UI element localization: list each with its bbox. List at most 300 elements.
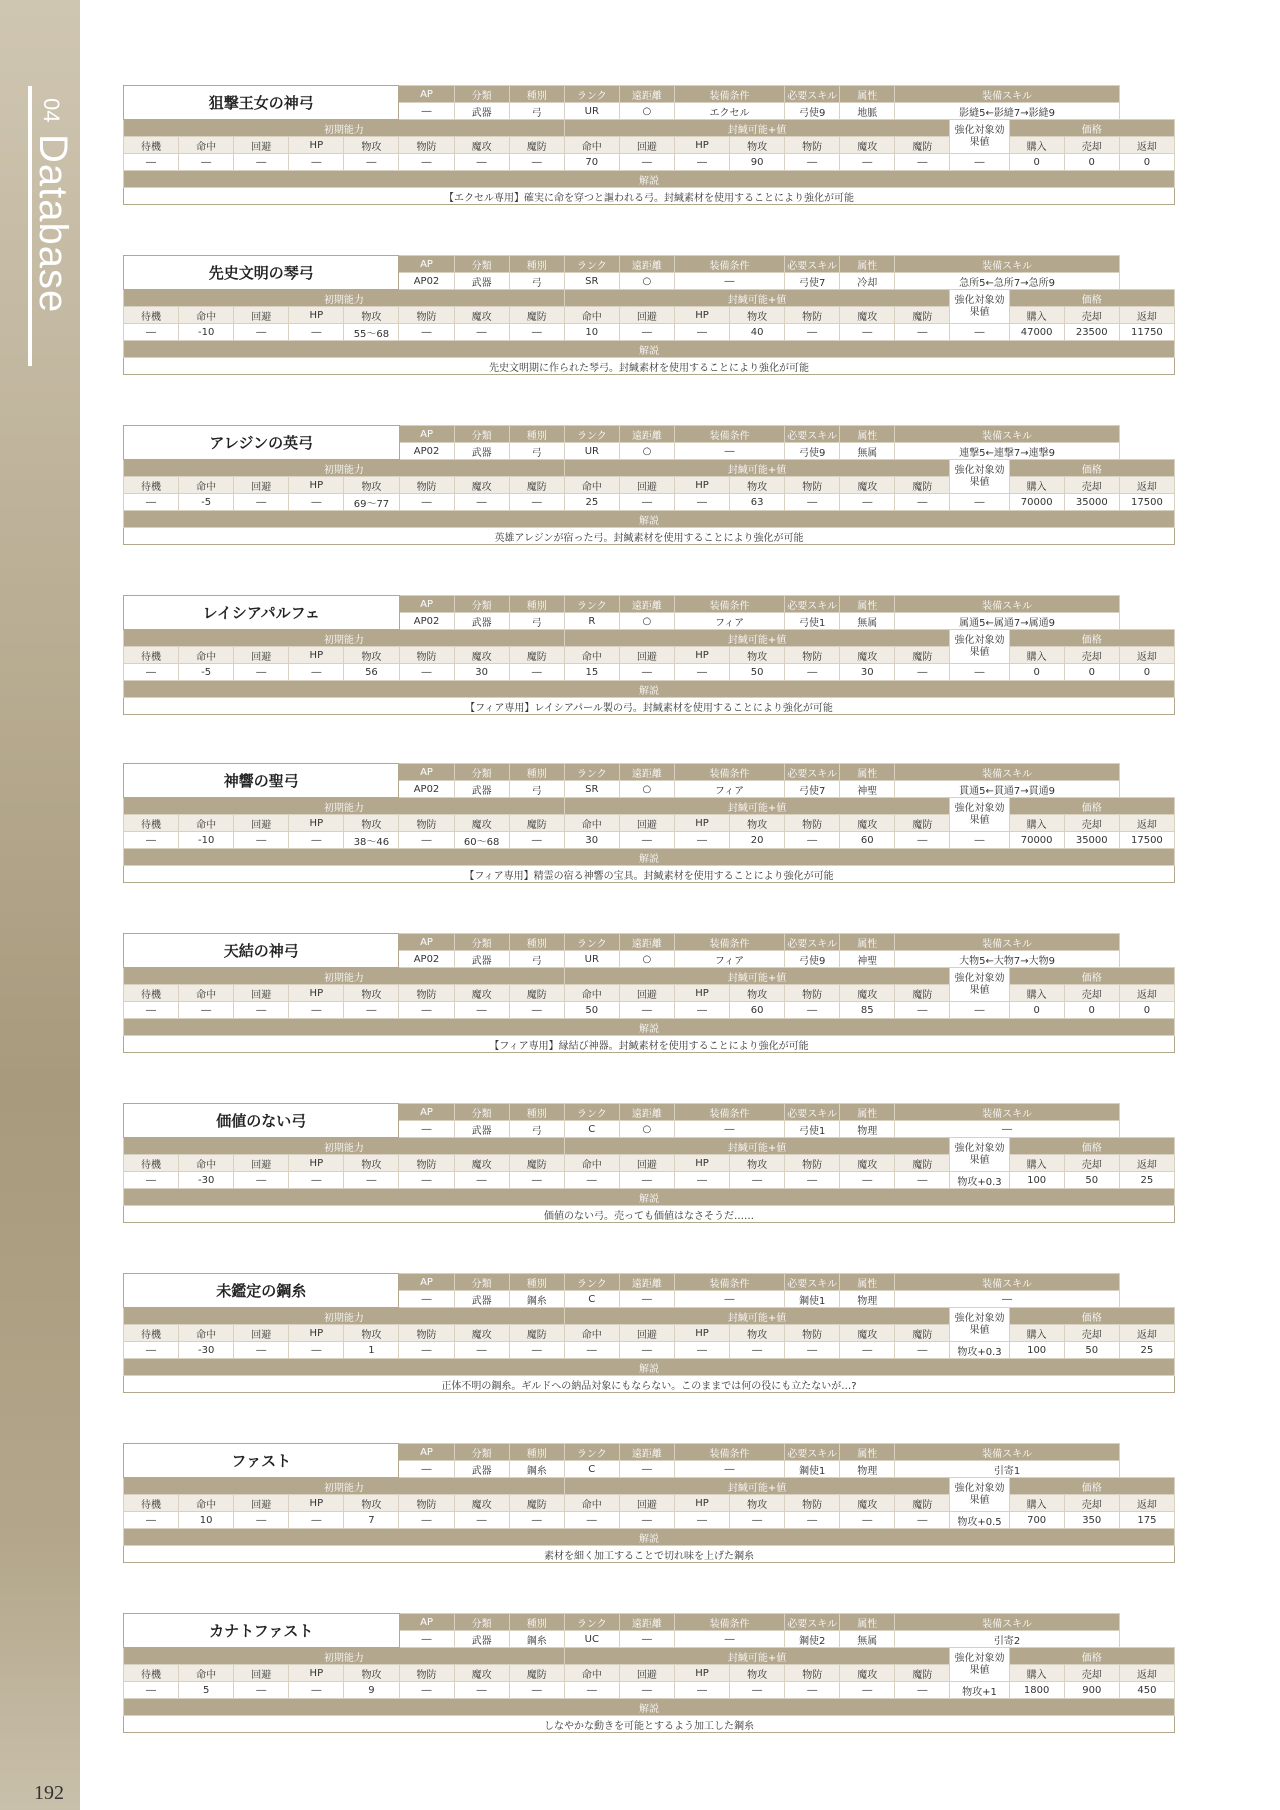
price-value: 23500 [1064, 324, 1119, 341]
stat-label: 回避 [234, 985, 289, 1002]
initial-stat-value: ― [289, 1172, 344, 1189]
seal-stat-value: ― [895, 324, 950, 341]
seal-stat-label: 物攻 [730, 477, 785, 494]
stat-label: HP [289, 1495, 344, 1512]
seal-stat-label: HP [674, 1325, 729, 1342]
stat-label: 命中 [179, 985, 234, 1002]
seal-stat-value: ― [619, 1512, 674, 1529]
seal-stat-value: ― [619, 1002, 674, 1019]
seal-stat-label: 魔防 [895, 477, 950, 494]
price-label: 購入 [1009, 815, 1064, 832]
seal-stat-value: ― [674, 1172, 729, 1189]
price-header: 価格 [1009, 1308, 1174, 1325]
required-skill-value: 弓使7 [785, 273, 840, 290]
stat-label: 物防 [399, 985, 454, 1002]
equip-condition-value: ― [674, 1461, 784, 1478]
initial-stat-value: ― [399, 1512, 454, 1529]
item-table [123, 1443, 1175, 1563]
seal-stat-label: 物攻 [730, 137, 785, 154]
equip-skill-value: 貫通5←貫通7→貫通9 [895, 781, 1119, 798]
type-value: 鋼糸 [509, 1461, 564, 1478]
seal-stat-value: 50 [564, 1002, 619, 1019]
description-text: 価値のない弓。売っても価値はなさそうだ…… [124, 1206, 1175, 1223]
initial-stat-value: ― [289, 324, 344, 341]
description-text: 【フィア専用】精霊の宿る神響の宝具。封緘素材を使用することにより強化が可能 [124, 866, 1175, 883]
rank-header: ランク [564, 1104, 619, 1121]
ap-value: AP02 [399, 781, 454, 798]
seal-stat-value: ― [674, 494, 729, 511]
item-entry [123, 595, 1175, 723]
initial-stat-value: ― [509, 1512, 564, 1529]
initial-stat-value: ― [509, 154, 564, 171]
enhance-value: ― [950, 324, 1009, 341]
seal-stat-value: ― [564, 1172, 619, 1189]
seal-stat-label: 命中 [564, 477, 619, 494]
price-value: 0 [1009, 154, 1064, 171]
price-value: 700 [1009, 1512, 1064, 1529]
seal-stat-label: 物防 [785, 647, 840, 664]
equip-condition-value: フィア [674, 951, 784, 968]
enhance-header: 強化対象効果値 [950, 1478, 1009, 1512]
description-text: 先史文明期に作られた琴弓。封緘素材を使用することにより強化が可能 [124, 358, 1175, 375]
attribute-header: 属性 [840, 256, 895, 273]
initial-stat-value: ― [179, 154, 234, 171]
seal-stat-value: ― [895, 1172, 950, 1189]
initial-stat-value: ― [124, 1682, 179, 1699]
item-entry [123, 1443, 1175, 1571]
initial-stat-value: ― [234, 1682, 289, 1699]
seal-stat-value: ― [840, 324, 895, 341]
seal-stat-label: 魔攻 [840, 647, 895, 664]
price-value: 35000 [1064, 494, 1119, 511]
seal-stat-label: 命中 [564, 137, 619, 154]
description-header: 解説 [124, 1189, 1175, 1206]
item-name: 狙撃王女の神弓 [124, 86, 399, 120]
stat-label: 待機 [124, 985, 179, 1002]
initial-stat-value: ― [179, 1002, 234, 1019]
equip-skill-header: 装備スキル [895, 596, 1119, 613]
price-value: 11750 [1119, 324, 1174, 341]
type-value: 弓 [509, 1121, 564, 1138]
initial-stat-value: 69～77 [344, 494, 399, 511]
type-value: 鋼糸 [509, 1631, 564, 1648]
ap-header: AP [399, 1274, 454, 1291]
seal-stat-label: 魔攻 [840, 1155, 895, 1172]
initial-stats-header: 初期能力 [124, 460, 565, 477]
stat-label: 命中 [179, 137, 234, 154]
required-skill-header: 必要スキル [785, 1104, 840, 1121]
stat-label: 回避 [234, 647, 289, 664]
seal-stat-value: ― [840, 494, 895, 511]
initial-stat-value: ― [289, 1512, 344, 1529]
stat-label: 回避 [234, 477, 289, 494]
item-table [123, 933, 1175, 1053]
ranged-value: ○ [619, 951, 674, 968]
seal-stat-value: ― [619, 832, 674, 849]
enhance-value: ― [950, 154, 1009, 171]
seal-stat-value: ― [619, 664, 674, 681]
rank-header: ランク [564, 1444, 619, 1461]
enhance-header: 強化対象効果値 [950, 460, 1009, 494]
seal-stat-value: ― [895, 664, 950, 681]
initial-stat-value: 56 [344, 664, 399, 681]
seal-stat-value: 30 [840, 664, 895, 681]
equip-skill-value: 引寄2 [895, 1631, 1119, 1648]
description-header: 解説 [124, 171, 1175, 188]
rank-value: SR [564, 273, 619, 290]
ap-header: AP [399, 1614, 454, 1631]
ranged-value: ○ [619, 613, 674, 630]
price-header: 価格 [1009, 120, 1174, 137]
seal-stat-value: ― [564, 1342, 619, 1359]
item-table [123, 425, 1175, 545]
seal-stat-label: 魔防 [895, 647, 950, 664]
seal-stat-label: 回避 [619, 307, 674, 324]
stat-label: 魔防 [509, 1155, 564, 1172]
price-value: 350 [1064, 1512, 1119, 1529]
description-header: 解説 [124, 511, 1175, 528]
initial-stat-value: ― [454, 494, 509, 511]
seal-stat-value: 30 [564, 832, 619, 849]
stat-label: 物防 [399, 137, 454, 154]
required-skill-value: 弓使9 [785, 443, 840, 460]
seal-stat-value: ― [674, 1682, 729, 1699]
initial-stats-header: 初期能力 [124, 798, 565, 815]
initial-stat-value: ― [289, 1002, 344, 1019]
rank-value: UR [564, 103, 619, 120]
price-value: 25 [1119, 1172, 1174, 1189]
initial-stat-value: 7 [344, 1512, 399, 1529]
initial-stat-value: ― [454, 324, 509, 341]
rank-value: UR [564, 951, 619, 968]
description-header: 解説 [124, 341, 1175, 358]
type-header: 種別 [509, 1274, 564, 1291]
ap-header: AP [399, 1444, 454, 1461]
ranged-header: 遠距離 [619, 1444, 674, 1461]
equip-condition-value: ― [674, 1291, 784, 1308]
equip-skill-header: 装備スキル [895, 1274, 1119, 1291]
ranged-value: ― [619, 1291, 674, 1308]
price-label: 売却 [1064, 137, 1119, 154]
rank-header: ランク [564, 86, 619, 103]
seal-stat-label: 魔攻 [840, 307, 895, 324]
type-header: 種別 [509, 934, 564, 951]
item-entry [123, 933, 1175, 1061]
enhance-header: 強化対象効果値 [950, 1648, 1009, 1682]
equip-condition-header: 装備条件 [674, 596, 784, 613]
enhance-header: 強化対象効果値 [950, 1308, 1009, 1342]
section-title: Database [31, 134, 75, 314]
ap-header: AP [399, 86, 454, 103]
equip-skill-header: 装備スキル [895, 934, 1119, 951]
stat-label: HP [289, 647, 344, 664]
stat-label: 物攻 [344, 477, 399, 494]
initial-stat-value: ― [124, 664, 179, 681]
seal-stat-value: 50 [730, 664, 785, 681]
seal-stat-label: 物攻 [730, 1155, 785, 1172]
rank-value: C [564, 1121, 619, 1138]
seal-stat-label: 回避 [619, 1325, 674, 1342]
equip-condition-header: 装備条件 [674, 1444, 784, 1461]
ranged-value: ○ [619, 273, 674, 290]
seal-stat-label: 命中 [564, 1495, 619, 1512]
seal-stat-label: HP [674, 1665, 729, 1682]
seal-stat-label: 魔攻 [840, 477, 895, 494]
category-value: 武器 [454, 273, 509, 290]
initial-stat-value: ― [399, 1682, 454, 1699]
required-skill-value: 弓使9 [785, 103, 840, 120]
price-label: 返却 [1119, 307, 1174, 324]
category-value: 武器 [454, 443, 509, 460]
ap-value: AP02 [399, 951, 454, 968]
seal-stat-value: ― [619, 1172, 674, 1189]
initial-stat-value: ― [509, 324, 564, 341]
attribute-value: 物理 [840, 1291, 895, 1308]
stat-label: 魔攻 [454, 1155, 509, 1172]
stat-label: 物防 [399, 1495, 454, 1512]
stat-label: 魔防 [509, 307, 564, 324]
seal-stat-label: 命中 [564, 1155, 619, 1172]
item-table [123, 595, 1175, 715]
ranged-value: ― [619, 1631, 674, 1648]
seal-stat-label: 命中 [564, 307, 619, 324]
stat-label: 魔防 [509, 477, 564, 494]
stat-label: 魔攻 [454, 815, 509, 832]
item-entry [123, 255, 1175, 383]
seal-stat-value: 25 [564, 494, 619, 511]
seal-stat-value: ― [730, 1512, 785, 1529]
seal-stat-label: HP [674, 137, 729, 154]
type-value: 弓 [509, 273, 564, 290]
attribute-header: 属性 [840, 934, 895, 951]
stat-label: 待機 [124, 1155, 179, 1172]
stat-label: 魔防 [509, 985, 564, 1002]
item-table [123, 763, 1175, 883]
ap-header: AP [399, 934, 454, 951]
stat-label: 魔攻 [454, 307, 509, 324]
stat-label: HP [289, 985, 344, 1002]
required-skill-value: 鋼使1 [785, 1461, 840, 1478]
rank-value: R [564, 613, 619, 630]
ap-value: AP02 [399, 273, 454, 290]
sealable-header: 封緘可能+値 [564, 1648, 950, 1665]
seal-stat-label: 物攻 [730, 1495, 785, 1512]
seal-stat-label: HP [674, 985, 729, 1002]
enhance-header: 強化対象効果値 [950, 120, 1009, 154]
initial-stat-value: ― [344, 1002, 399, 1019]
initial-stat-value: ― [289, 1342, 344, 1359]
initial-stat-value: ― [234, 1342, 289, 1359]
stat-label: 魔攻 [454, 1325, 509, 1342]
stat-label: HP [289, 1155, 344, 1172]
seal-stat-label: 物攻 [730, 1325, 785, 1342]
rank-value: C [564, 1461, 619, 1478]
initial-stat-value: ― [399, 1342, 454, 1359]
seal-stat-value: ― [674, 832, 729, 849]
category-header: 分類 [454, 1444, 509, 1461]
seal-stat-label: 物防 [785, 985, 840, 1002]
sealable-header: 封緘可能+値 [564, 290, 950, 307]
ranged-value: ○ [619, 103, 674, 120]
initial-stat-value: ― [234, 1172, 289, 1189]
price-label: 購入 [1009, 1155, 1064, 1172]
seal-stat-label: HP [674, 1155, 729, 1172]
attribute-value: 神聖 [840, 781, 895, 798]
item-table [123, 85, 1175, 205]
equip-skill-header: 装備スキル [895, 86, 1119, 103]
seal-stat-label: 魔防 [895, 1665, 950, 1682]
initial-stat-value: ― [124, 832, 179, 849]
seal-stat-label: HP [674, 815, 729, 832]
seal-stat-label: 回避 [619, 1155, 674, 1172]
stat-label: 魔攻 [454, 1495, 509, 1512]
seal-stat-value: 10 [564, 324, 619, 341]
seal-stat-label: HP [674, 477, 729, 494]
seal-stat-label: 回避 [619, 1665, 674, 1682]
sealable-header: 封緘可能+値 [564, 630, 950, 647]
stat-label: 命中 [179, 1495, 234, 1512]
seal-stat-label: HP [674, 647, 729, 664]
sealable-header: 封緘可能+値 [564, 120, 950, 137]
seal-stat-value: ― [895, 832, 950, 849]
stat-label: 回避 [234, 1665, 289, 1682]
seal-stat-value: 63 [730, 494, 785, 511]
equip-condition-header: 装備条件 [674, 1104, 784, 1121]
attribute-value: 地脈 [840, 103, 895, 120]
seal-stat-label: 魔防 [895, 1495, 950, 1512]
initial-stat-value: ― [124, 1002, 179, 1019]
initial-stat-value: ― [454, 154, 509, 171]
price-value: 0 [1119, 664, 1174, 681]
page-number: 192 [34, 1782, 64, 1804]
price-label: 返却 [1119, 137, 1174, 154]
required-skill-header: 必要スキル [785, 596, 840, 613]
price-value: 50 [1064, 1172, 1119, 1189]
equip-condition-value: ― [674, 1631, 784, 1648]
equip-condition-header: 装備条件 [674, 1274, 784, 1291]
initial-stat-value: ― [509, 1682, 564, 1699]
attribute-value: 物理 [840, 1121, 895, 1138]
item-table [123, 1613, 1175, 1733]
attribute-value: 神聖 [840, 951, 895, 968]
rank-header: ランク [564, 1274, 619, 1291]
rank-value: SR [564, 781, 619, 798]
type-header: 種別 [509, 426, 564, 443]
ap-value: AP02 [399, 613, 454, 630]
initial-stat-value: ― [509, 494, 564, 511]
seal-stat-value: ― [564, 1512, 619, 1529]
stat-label: HP [289, 1325, 344, 1342]
enhance-header: 強化対象効果値 [950, 968, 1009, 1002]
initial-stat-value: ― [344, 154, 399, 171]
category-value: 武器 [454, 1121, 509, 1138]
seal-stat-value: ― [840, 1342, 895, 1359]
initial-stat-value: ― [344, 1172, 399, 1189]
initial-stat-value: ― [399, 1002, 454, 1019]
stat-label: HP [289, 137, 344, 154]
section-number: 04 [39, 98, 64, 123]
initial-stat-value: 1 [344, 1342, 399, 1359]
category-value: 武器 [454, 1461, 509, 1478]
required-skill-value: 鋼使2 [785, 1631, 840, 1648]
seal-stat-label: 物防 [785, 1495, 840, 1512]
required-skill-value: 鋼使1 [785, 1291, 840, 1308]
price-label: 売却 [1064, 985, 1119, 1002]
price-value: 0 [1119, 154, 1174, 171]
seal-stat-value: ― [619, 154, 674, 171]
stat-label: HP [289, 477, 344, 494]
stat-label: 命中 [179, 307, 234, 324]
attribute-header: 属性 [840, 1274, 895, 1291]
price-label: 返却 [1119, 1325, 1174, 1342]
equip-condition-value: フィア [674, 781, 784, 798]
initial-stat-value: 10 [179, 1512, 234, 1529]
seal-stat-label: 回避 [619, 815, 674, 832]
price-value: 25 [1119, 1342, 1174, 1359]
ap-value: ― [399, 1461, 454, 1478]
price-header: 価格 [1009, 290, 1174, 307]
seal-stat-value: ― [674, 664, 729, 681]
equip-condition-value: ― [674, 1121, 784, 1138]
initial-stat-value: ― [234, 832, 289, 849]
sealable-header: 封緘可能+値 [564, 1478, 950, 1495]
ap-value: ― [399, 1291, 454, 1308]
initial-stats-header: 初期能力 [124, 120, 565, 137]
equip-skill-header: 装備スキル [895, 1614, 1119, 1631]
equip-skill-header: 装備スキル [895, 764, 1119, 781]
equip-skill-value: 引寄1 [895, 1461, 1119, 1478]
seal-stat-label: 物防 [785, 1155, 840, 1172]
ranged-header: 遠距離 [619, 764, 674, 781]
seal-stat-value: ― [619, 1682, 674, 1699]
attribute-header: 属性 [840, 1104, 895, 1121]
initial-stat-value: 30 [454, 664, 509, 681]
type-header: 種別 [509, 764, 564, 781]
ranged-value: ○ [619, 781, 674, 798]
seal-stat-label: 物防 [785, 307, 840, 324]
seal-stat-value: ― [674, 1342, 729, 1359]
stat-label: 物攻 [344, 137, 399, 154]
stat-label: 命中 [179, 1665, 234, 1682]
initial-stat-value: ― [124, 154, 179, 171]
stat-label: 物攻 [344, 985, 399, 1002]
stat-label: 命中 [179, 1155, 234, 1172]
ranged-header: 遠距離 [619, 1614, 674, 1631]
type-value: 鋼糸 [509, 1291, 564, 1308]
initial-stat-value: -10 [179, 324, 234, 341]
seal-stat-label: 命中 [564, 815, 619, 832]
seal-stat-value: ― [785, 664, 840, 681]
seal-stat-label: HP [674, 1495, 729, 1512]
initial-stat-value: ― [124, 324, 179, 341]
item-name: 価値のない弓 [124, 1104, 399, 1138]
category-header: 分類 [454, 1104, 509, 1121]
attribute-value: 無属 [840, 613, 895, 630]
stat-label: 物攻 [344, 1325, 399, 1342]
initial-stat-value: ― [234, 1512, 289, 1529]
stat-label: 待機 [124, 307, 179, 324]
price-label: 売却 [1064, 647, 1119, 664]
category-header: 分類 [454, 1274, 509, 1291]
stat-label: 魔攻 [454, 137, 509, 154]
rank-header: ランク [564, 934, 619, 951]
seal-stat-value: ― [840, 1172, 895, 1189]
enhance-value: ― [950, 664, 1009, 681]
item-name: ファスト [124, 1444, 399, 1478]
ap-value: AP02 [399, 443, 454, 460]
ap-header: AP [399, 764, 454, 781]
seal-stat-label: 魔攻 [840, 815, 895, 832]
